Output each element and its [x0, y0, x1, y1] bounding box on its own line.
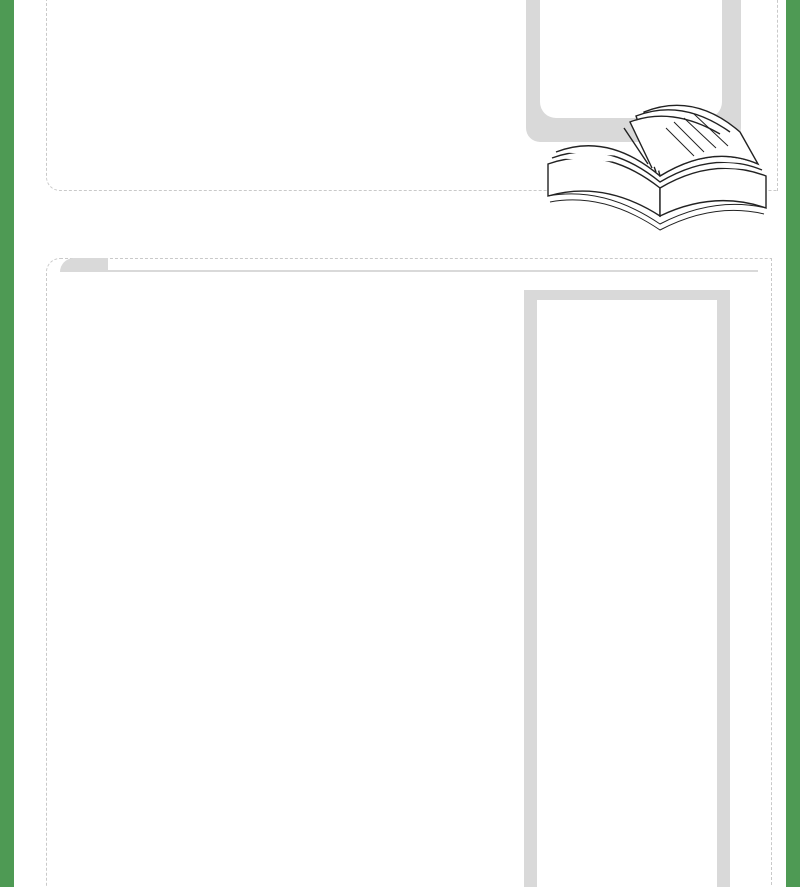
panel-corner-tab — [60, 258, 108, 272]
panel-top-rule — [108, 270, 758, 272]
main-sidebar-inner — [537, 300, 717, 887]
open-book-icon — [544, 92, 784, 232]
toc-page — [14, 0, 786, 887]
